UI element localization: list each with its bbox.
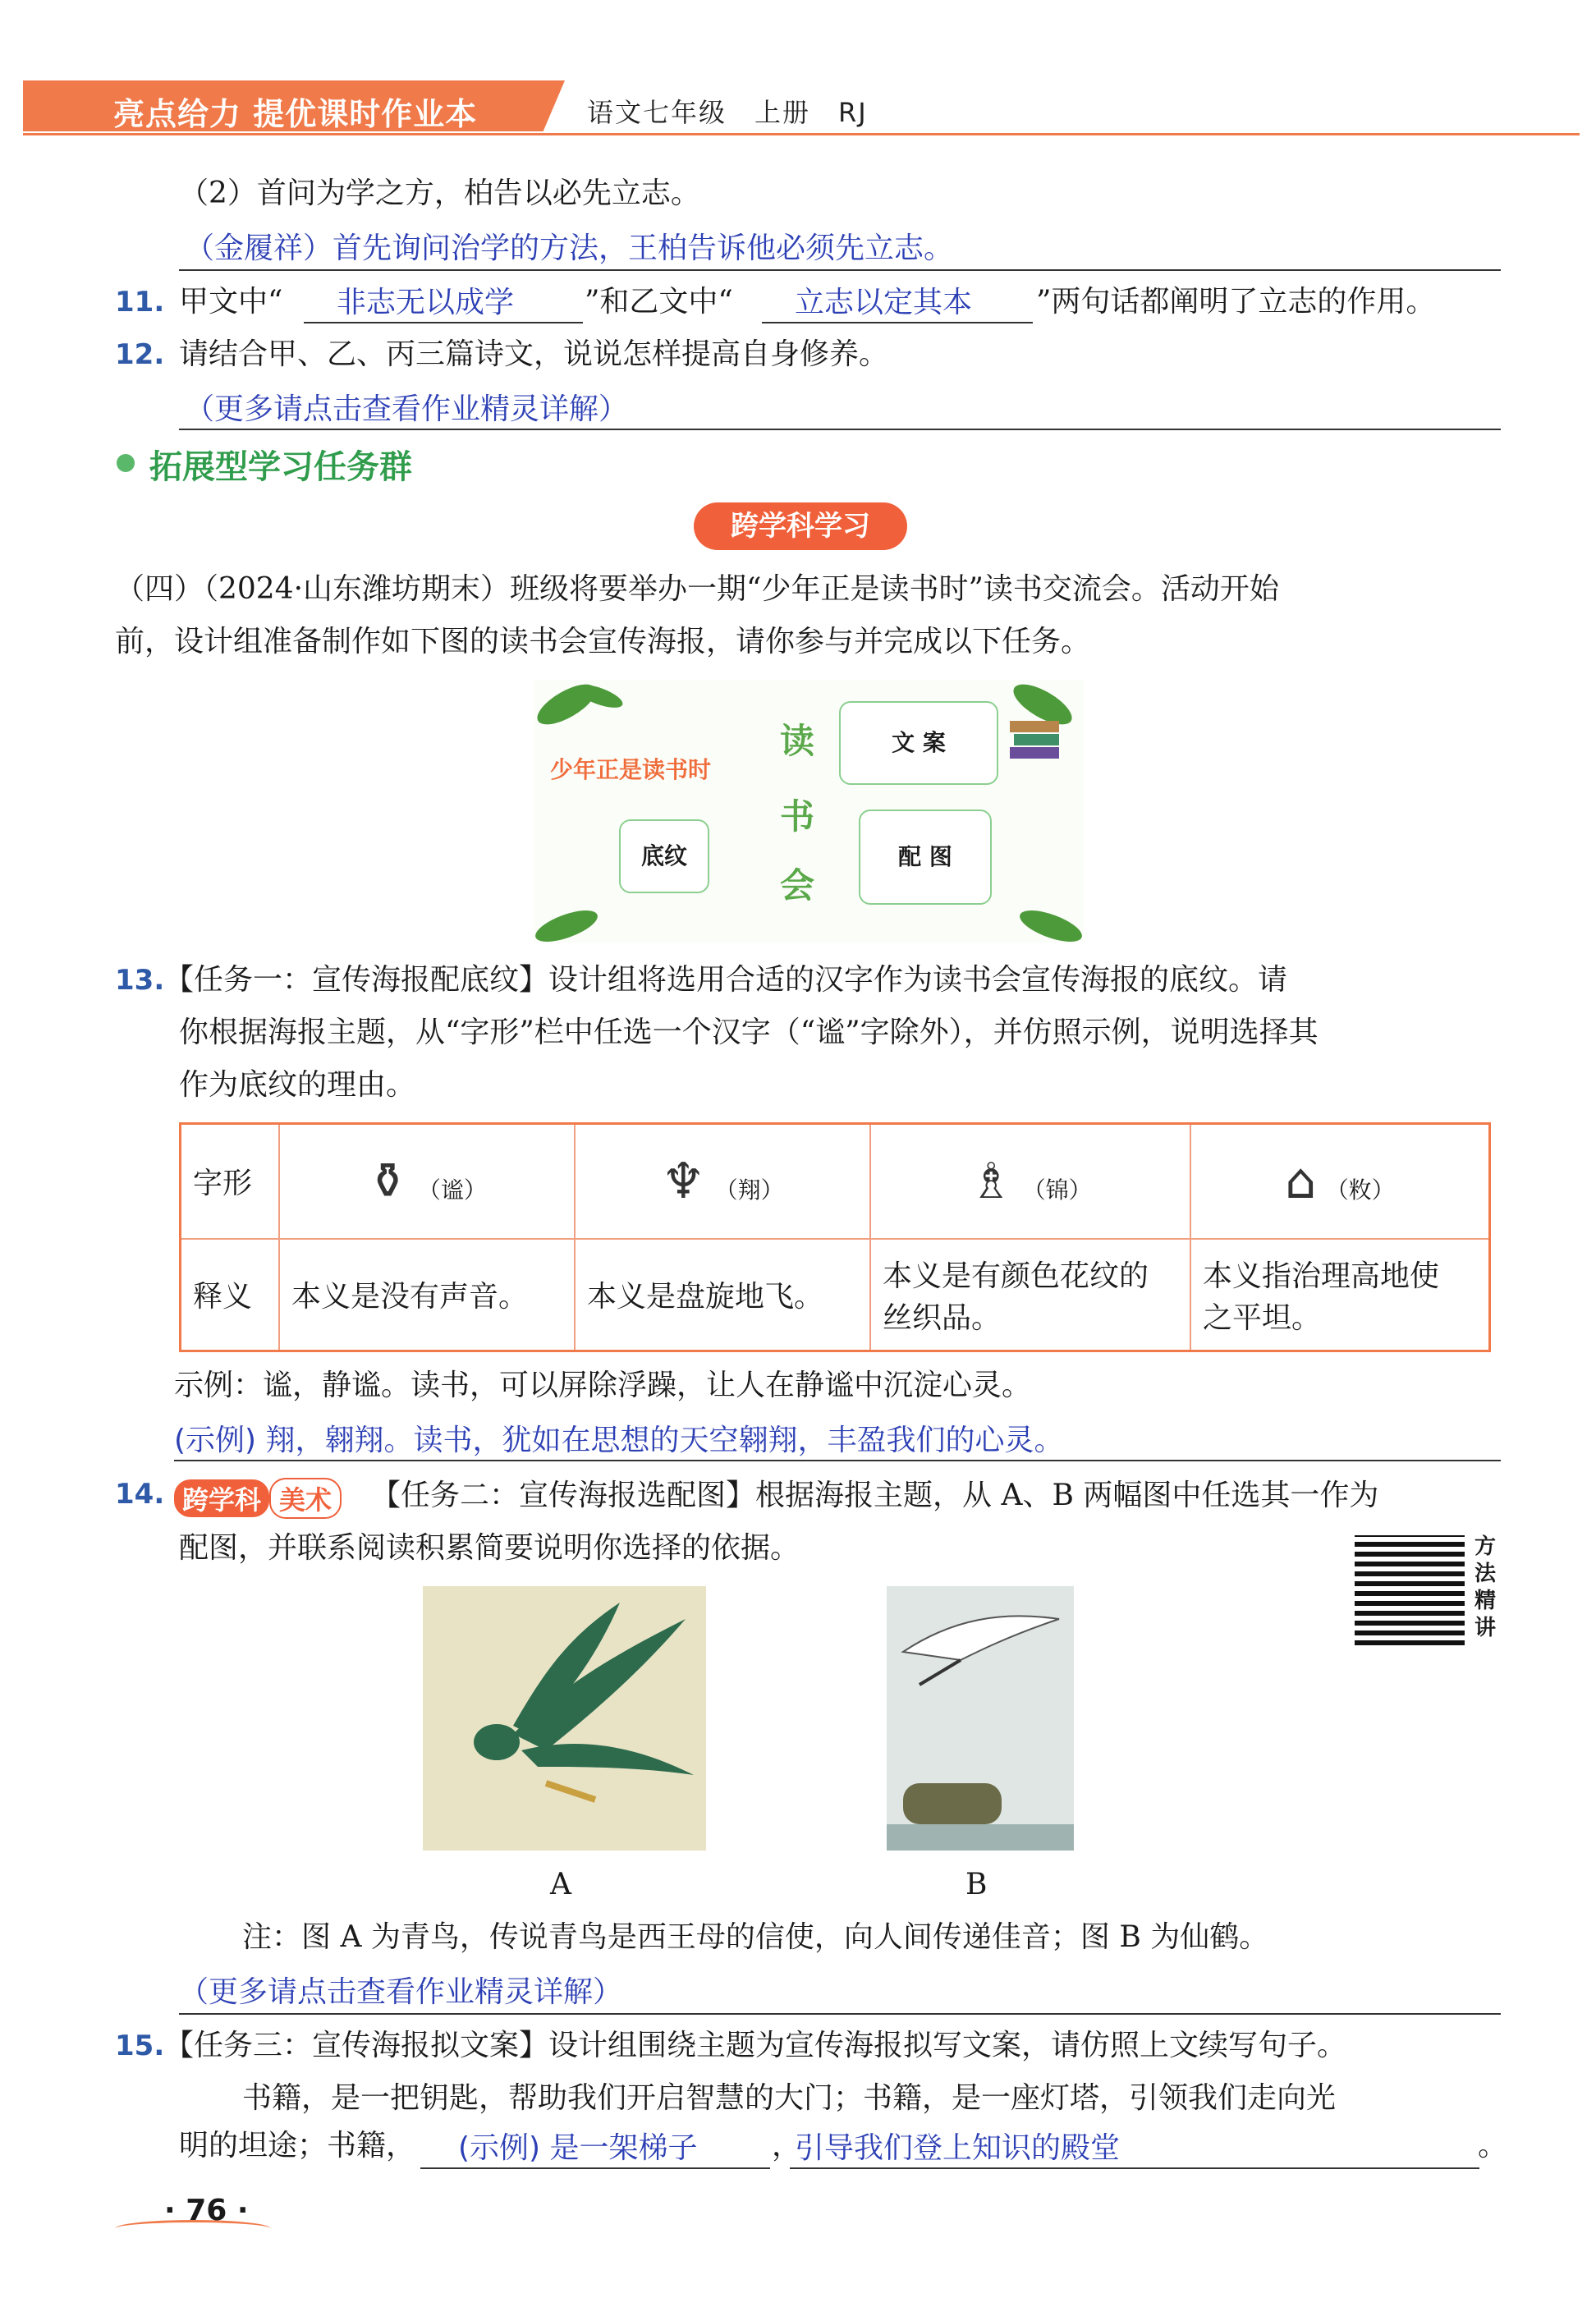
blank-line bbox=[790, 2167, 1479, 2169]
table-row bbox=[181, 1124, 1490, 1239]
glyph-icon: ⌂ bbox=[1285, 1152, 1317, 1210]
q14-answer: （更多请点击查看作业精灵详解） bbox=[179, 1975, 623, 2009]
subject-label: 语文七年级 上册 RJ bbox=[587, 97, 868, 128]
row-head-glyph: 字形 bbox=[181, 1124, 280, 1239]
q14-line-2: 配图，并联系阅读积累简要说明你选择的依据。 bbox=[179, 1531, 800, 1565]
blank-line bbox=[762, 322, 1033, 323]
poster-slogan: 少年正是读书时 bbox=[550, 756, 712, 783]
brand-title: 亮点给力 提优课时作业本 bbox=[113, 96, 478, 132]
poster-illustration bbox=[534, 680, 1084, 943]
qr-label-char: 方 bbox=[1474, 1534, 1497, 1559]
answer-line bbox=[179, 269, 1501, 271]
q10-2-answer: （金履祥）首先询问治学的方法，王柏告诉他必须先立志。 bbox=[185, 232, 954, 265]
label-b: B bbox=[965, 1868, 988, 1901]
q15-number: 15. bbox=[115, 2030, 165, 2062]
q14-note: 注：图 A 为青鸟，传说青鸟是西王母的信使，向人间传递佳音；图 B 为仙鹤。 bbox=[242, 1920, 1269, 1954]
meaning-text: 本义是没有声音。 bbox=[291, 1280, 529, 1314]
meaning-text: 本义是盘旋地飞。 bbox=[587, 1280, 824, 1314]
q15-line-3a: 明的坦途；书籍， bbox=[179, 2129, 416, 2163]
q14-number: 14. bbox=[115, 1478, 165, 1511]
q13-line-2: 你根据海报主题，从“字形”栏中任选一个汉字（“谧”字除外），并仿照示例，说明选择其 bbox=[179, 1016, 1319, 1049]
q15-line-2: 书籍，是一把钥匙，帮助我们开启智慧的大门；书籍，是一座灯塔，引领我们走向光 bbox=[242, 2081, 1337, 2115]
q13-example: 示例：谧，静谧。读书，可以屏除浮躁，让人在静谧中沉淀心灵。 bbox=[174, 1369, 1032, 1402]
glyph-cell bbox=[870, 1124, 1190, 1239]
poster-char-1: 读 bbox=[780, 721, 815, 761]
meaning-text: 本义指治理高地使 bbox=[1203, 1259, 1440, 1293]
header-rule bbox=[23, 133, 1580, 135]
q11-answer-2: 立志以定其本 bbox=[795, 286, 973, 319]
crane-illustration bbox=[887, 1586, 1074, 1851]
q13-number: 13. bbox=[115, 964, 165, 997]
q14-line-1: 【任务二：宣传海报选配图】根据海报主题，从 A、B 两幅图中任选其一作为 bbox=[371, 1479, 1379, 1512]
intro-line-1: （四）（2024·山东潍坊期末）班级将要举办一期“少年正是读书时”读书交流会。活动开始 bbox=[115, 572, 1279, 606]
q15-period: 。 bbox=[1478, 2129, 1508, 2163]
glyph-icon: ♆ bbox=[661, 1152, 706, 1210]
qr-label-char: 法 bbox=[1474, 1562, 1497, 1586]
q14-tags bbox=[174, 1478, 342, 1519]
glyph-cell bbox=[1190, 1124, 1490, 1239]
qr-label-char: 精 bbox=[1474, 1589, 1497, 1613]
bluebird-illustration bbox=[423, 1586, 706, 1851]
blank-line bbox=[304, 322, 583, 323]
glyph-char: （锦） bbox=[1022, 1176, 1092, 1204]
q11-answer-1: 非志无以成学 bbox=[337, 286, 515, 319]
section-bullet bbox=[117, 454, 135, 472]
glyph-icon: ♗ bbox=[969, 1152, 1014, 1210]
glyph-char: （翔） bbox=[714, 1176, 784, 1204]
character-table bbox=[179, 1122, 1491, 1352]
page-number: · 76 · bbox=[164, 2194, 249, 2227]
qr-label-char: 讲 bbox=[1474, 1616, 1497, 1640]
section-title: 拓展型学习任务群 bbox=[149, 448, 412, 486]
answer-line bbox=[179, 429, 1501, 430]
q11-text-b: ”和乙文中“ bbox=[585, 285, 733, 319]
table-row bbox=[181, 1239, 1490, 1351]
glyph-cell bbox=[575, 1124, 870, 1239]
q12-text: 请结合甲、乙、丙三篇诗文，说说怎样提高自身修养。 bbox=[179, 337, 889, 371]
qr-code[interactable] bbox=[1355, 1535, 1465, 1645]
meaning-cell bbox=[1190, 1239, 1490, 1351]
glyph-icon: ⚱ bbox=[367, 1152, 409, 1210]
q13-answer: (示例) 翔，翱翔。读书，犹如在思想的天空翱翔，丰盈我们的心灵。 bbox=[174, 1424, 1064, 1457]
meaning-cell bbox=[279, 1239, 575, 1351]
glyph-char: （敉） bbox=[1325, 1176, 1395, 1204]
meaning-text: 丝织品。 bbox=[883, 1300, 1002, 1335]
q15-answer-2: 引导我们登上知识的殿堂 bbox=[795, 2131, 1121, 2165]
q11-number: 11. bbox=[115, 286, 165, 319]
poster-box-texture: 底纹 bbox=[619, 819, 709, 893]
q12-answer: （更多请点击查看作业精灵详解） bbox=[185, 392, 629, 426]
q11-text-a: 甲文中“ bbox=[179, 285, 283, 319]
answer-line bbox=[174, 1460, 1501, 1461]
q15-answer-1: (示例) 是一架梯子 bbox=[458, 2131, 698, 2165]
q12-number: 12. bbox=[115, 338, 165, 371]
image-b-crane bbox=[887, 1586, 1074, 1851]
meaning-cell bbox=[870, 1239, 1190, 1351]
q11-text-c: ”两句话都阐明了立志的作用。 bbox=[1036, 285, 1436, 319]
poster-char-3: 会 bbox=[780, 865, 815, 906]
blank-line bbox=[420, 2167, 770, 2169]
q13-line-3: 作为底纹的理由。 bbox=[179, 1068, 416, 1102]
intro-line-2: 前，设计组准备制作如下图的读书会宣传海报，请你参与并完成以下任务。 bbox=[115, 625, 1091, 658]
answer-line bbox=[179, 2013, 1501, 2015]
q15-line-1: 【任务三：宣传海报拟文案】设计组围绕主题为宣传海报拟写文案，请仿照上文续写句子。 bbox=[164, 2029, 1347, 2062]
qr-label bbox=[1474, 1534, 1499, 1642]
meaning-text: 之平坦。 bbox=[1203, 1300, 1322, 1335]
label-a: A bbox=[550, 1868, 571, 1901]
meaning-text: 本义是有颜色花纹的 bbox=[883, 1259, 1149, 1293]
meaning-cell bbox=[575, 1239, 870, 1351]
glyph-char: （谧） bbox=[417, 1176, 487, 1204]
q15-comma: ， bbox=[772, 2129, 802, 2163]
image-a-bluebird bbox=[423, 1586, 706, 1851]
tag-art: 美术 bbox=[269, 1478, 342, 1519]
glyph-cell bbox=[279, 1124, 575, 1239]
tag-cross: 跨学科 bbox=[174, 1479, 269, 1517]
poster-box-image: 配 图 bbox=[859, 810, 992, 905]
q10-2-text: （2）首问为学之方，柏告以必先立志。 bbox=[179, 177, 700, 210]
cross-discipline-pill: 跨学科学习 bbox=[694, 502, 907, 550]
poster-char-2: 书 bbox=[780, 796, 815, 837]
row-head-meaning: 释义 bbox=[181, 1239, 280, 1351]
q13-line-1: 【任务一：宣传海报配底纹】设计组将选用合适的汉字作为读书会宣传海报的底纹。请 bbox=[164, 963, 1288, 997]
poster-box-copy: 文 案 bbox=[839, 701, 998, 785]
